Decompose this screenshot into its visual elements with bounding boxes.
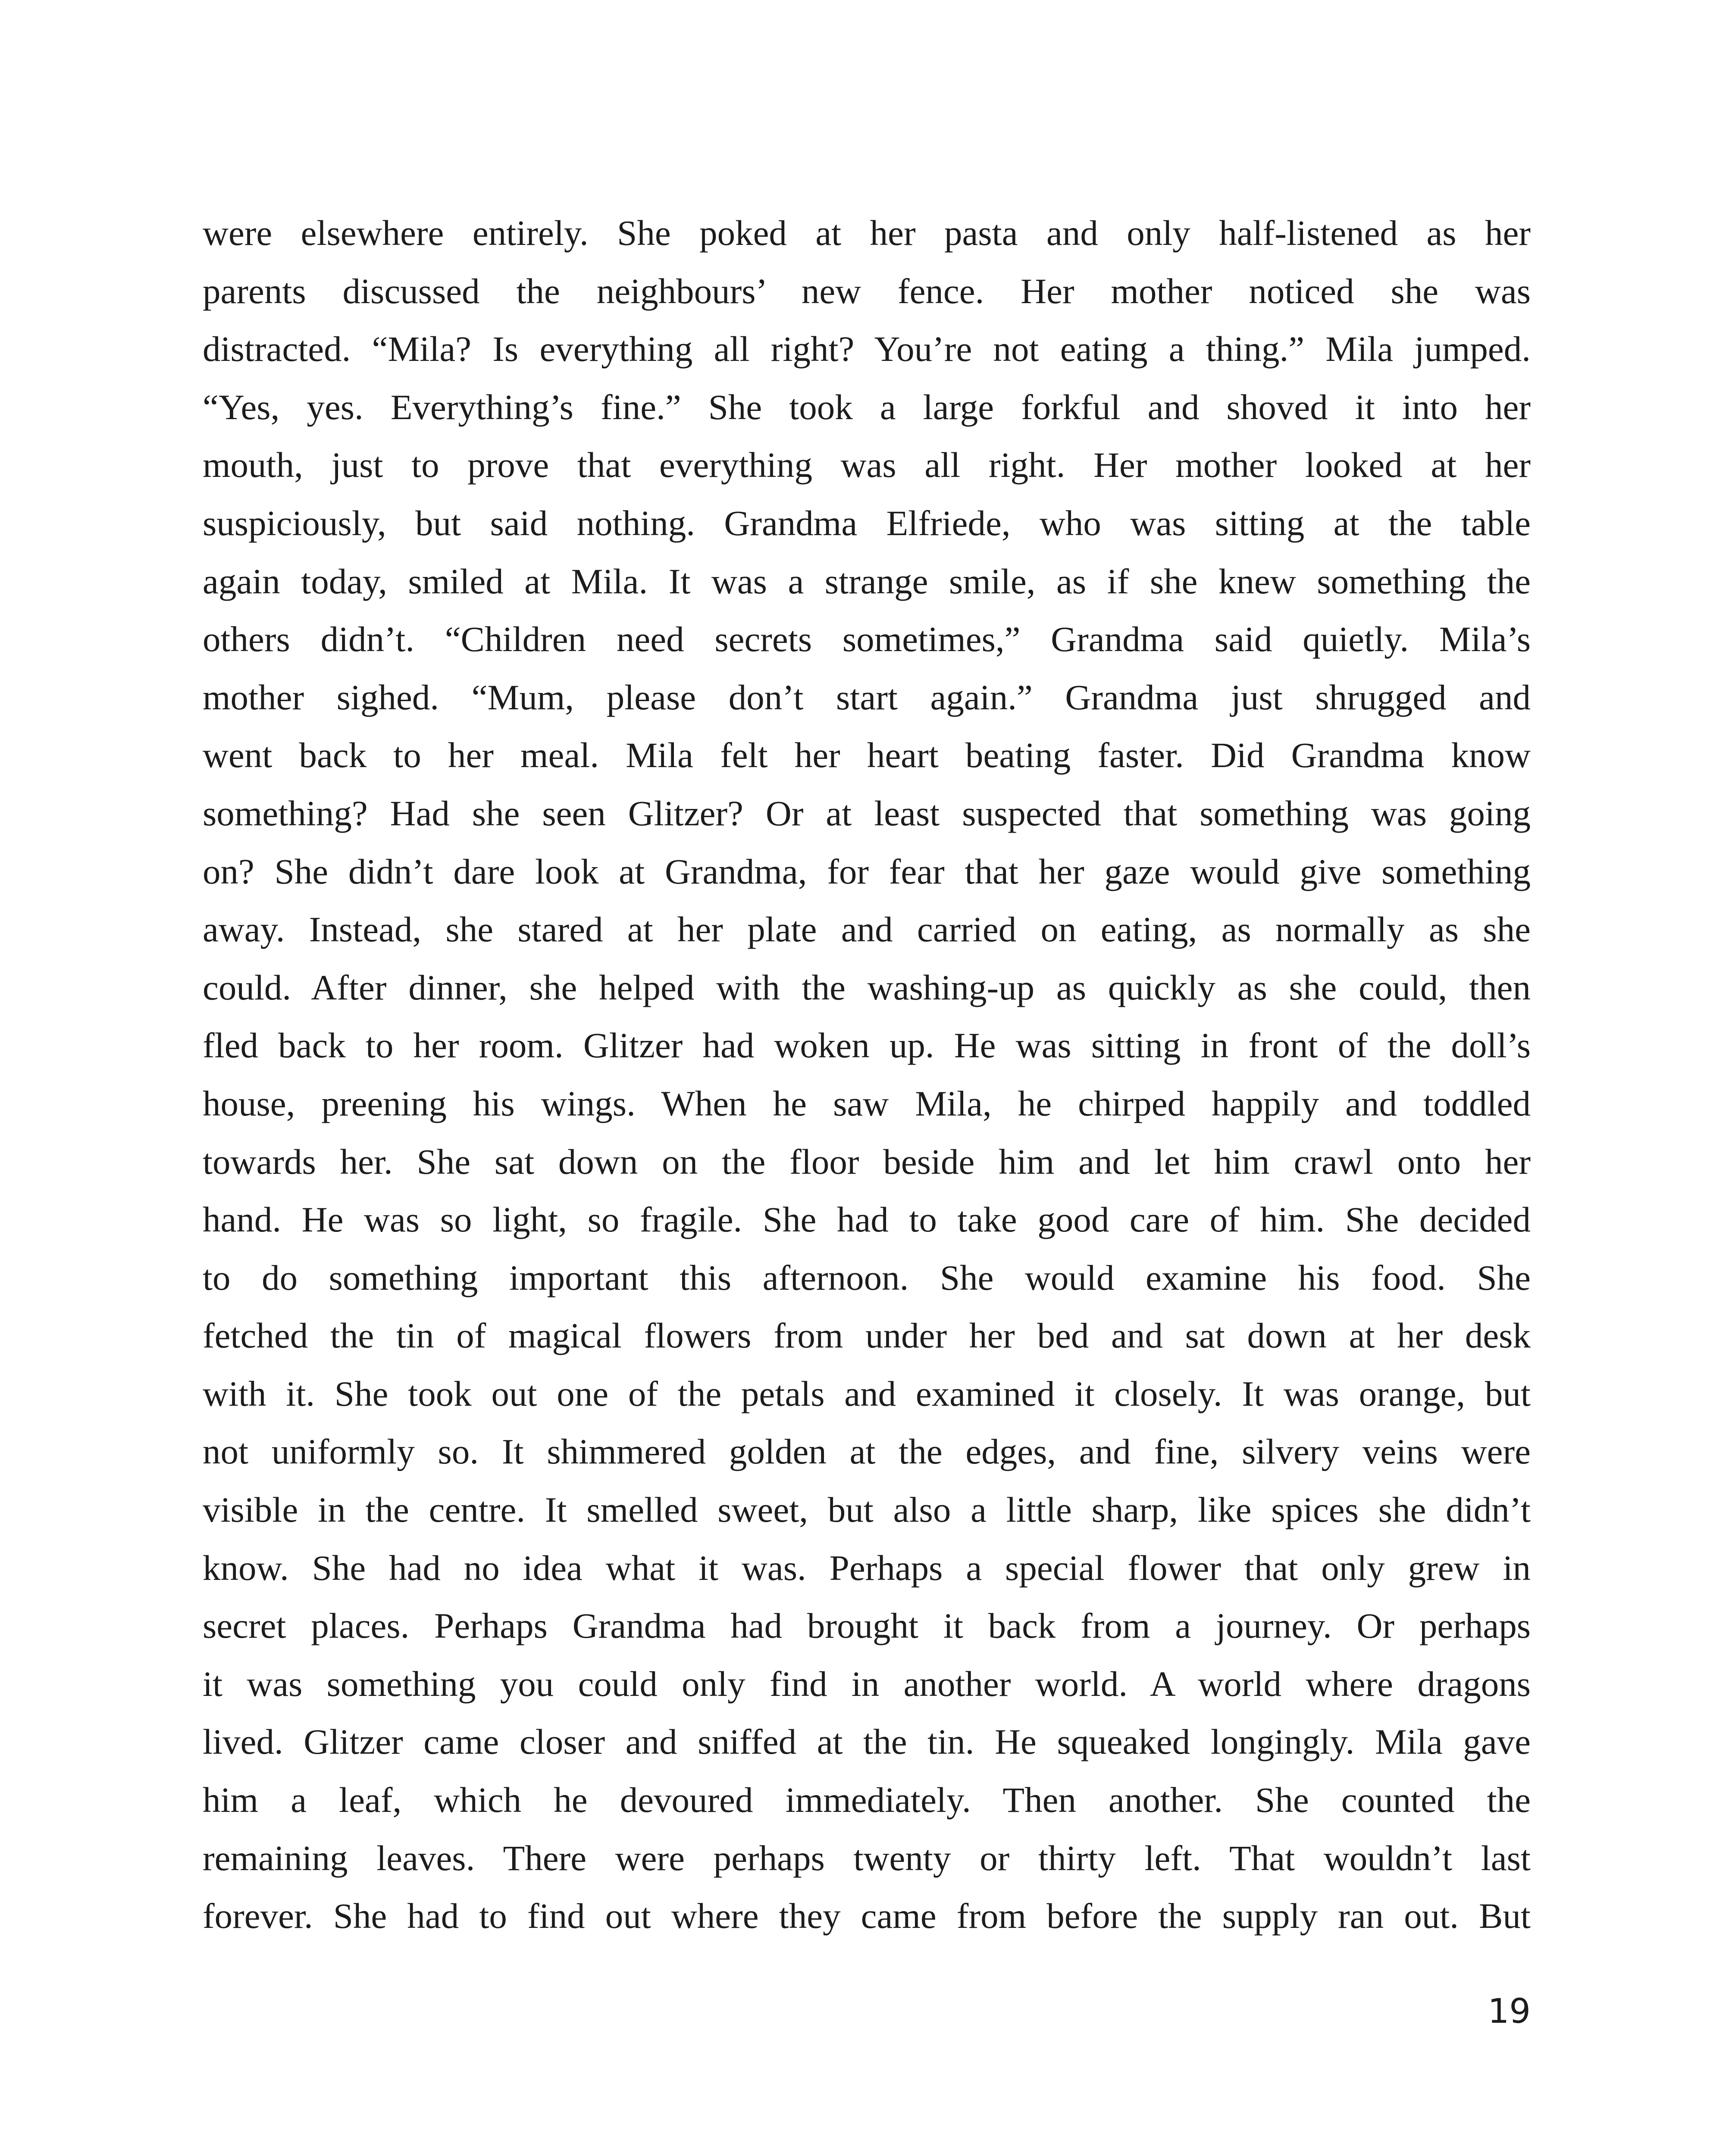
text-line: others didn’t. “Children need secrets sometimes,” Grandma said quietly. Mila’s (203, 619, 1531, 659)
text-line: it was something you could only find in another world. A world where dragons (203, 1664, 1531, 1704)
text-line: to do something important this afternoon. She would examine his food. She (203, 1257, 1531, 1297)
text-line: not uniformly so. It shimmered golden at the edges, and fine, silvery veins were (203, 1432, 1531, 1472)
text-line: again today, smiled at Mila. It was a strange smile, as if she knew something the (203, 561, 1531, 601)
text-line: could. After dinner, she helped with the washing-up as quickly as she could, then (203, 967, 1531, 1007)
text-line: him a leaf, which he devoured immediately. Then another. She counted the (203, 1780, 1531, 1820)
text-line: went back to her meal. Mila felt her heart beating faster. Did Grandma know (203, 735, 1531, 775)
text-line: on? She didn’t dare look at Grandma, for fear that her gaze would give something (203, 851, 1531, 891)
text-line: parents discussed the neighbours’ new fence. Her mother noticed she was (203, 271, 1531, 311)
text-line: house, preening his wings. When he saw Mila, he chirped happily and toddled (203, 1083, 1531, 1123)
text-line: fetched the tin of magical flowers from under her bed and sat down at her desk (203, 1316, 1531, 1356)
text-line: suspiciously, but said nothing. Grandma Elfriede, who was sitting at the table (203, 503, 1531, 543)
text-line: remaining leaves. There were perhaps twenty or thirty left. That wouldn’t last (203, 1838, 1531, 1878)
text-line: mouth, just to prove that everything was all right. Her mother looked at her (203, 445, 1531, 485)
text-line: with it. She took out one of the petals and examined it closely. It was orange, but (203, 1373, 1531, 1413)
text-line: “Yes, yes. Everything’s fine.” She took a large forkful and shoved it into her (203, 387, 1531, 427)
text-line: distracted. “Mila? Is everything all right? You’re not eating a thing.” Mila jumped. (203, 329, 1531, 369)
text-line: mother sighed. “Mum, please don’t start again.” Grandma just shrugged and (203, 677, 1531, 717)
text-line: lived. Glitzer came closer and sniffed at the tin. He squeaked longingly. Mila gave (203, 1722, 1531, 1762)
body-text (203, 204, 1531, 1945)
text-line: were elsewhere entirely. She poked at her pasta and only half-listened as her (203, 213, 1531, 253)
text-line: away. Instead, she stared at her plate and carried on eating, as normally as she (203, 909, 1531, 950)
page-number: 19 (1488, 1992, 1531, 2031)
text-line: fled back to her room. Glitzer had woken up. He was sitting in front of the doll’s (203, 1025, 1531, 1065)
text-line: towards her. She sat down on the floor beside him and let him crawl onto her (203, 1141, 1531, 1181)
text-line: hand. He was so light, so fragile. She had to take good care of him. She decided (203, 1200, 1531, 1240)
text-line: something? Had she seen Glitzer? Or at least suspected that something was going (203, 793, 1531, 833)
text-line: know. She had no idea what it was. Perhaps a special flower that only grew in (203, 1548, 1531, 1588)
text-line: forever. She had to find out where they came from before the supply ran out. But (203, 1896, 1531, 1936)
text-line: visible in the centre. It smelled sweet, but also a little sharp, like spices she didn’t (203, 1490, 1531, 1530)
text-line: secret places. Perhaps Grandma had brought it back from a journey. Or perhaps (203, 1606, 1531, 1646)
